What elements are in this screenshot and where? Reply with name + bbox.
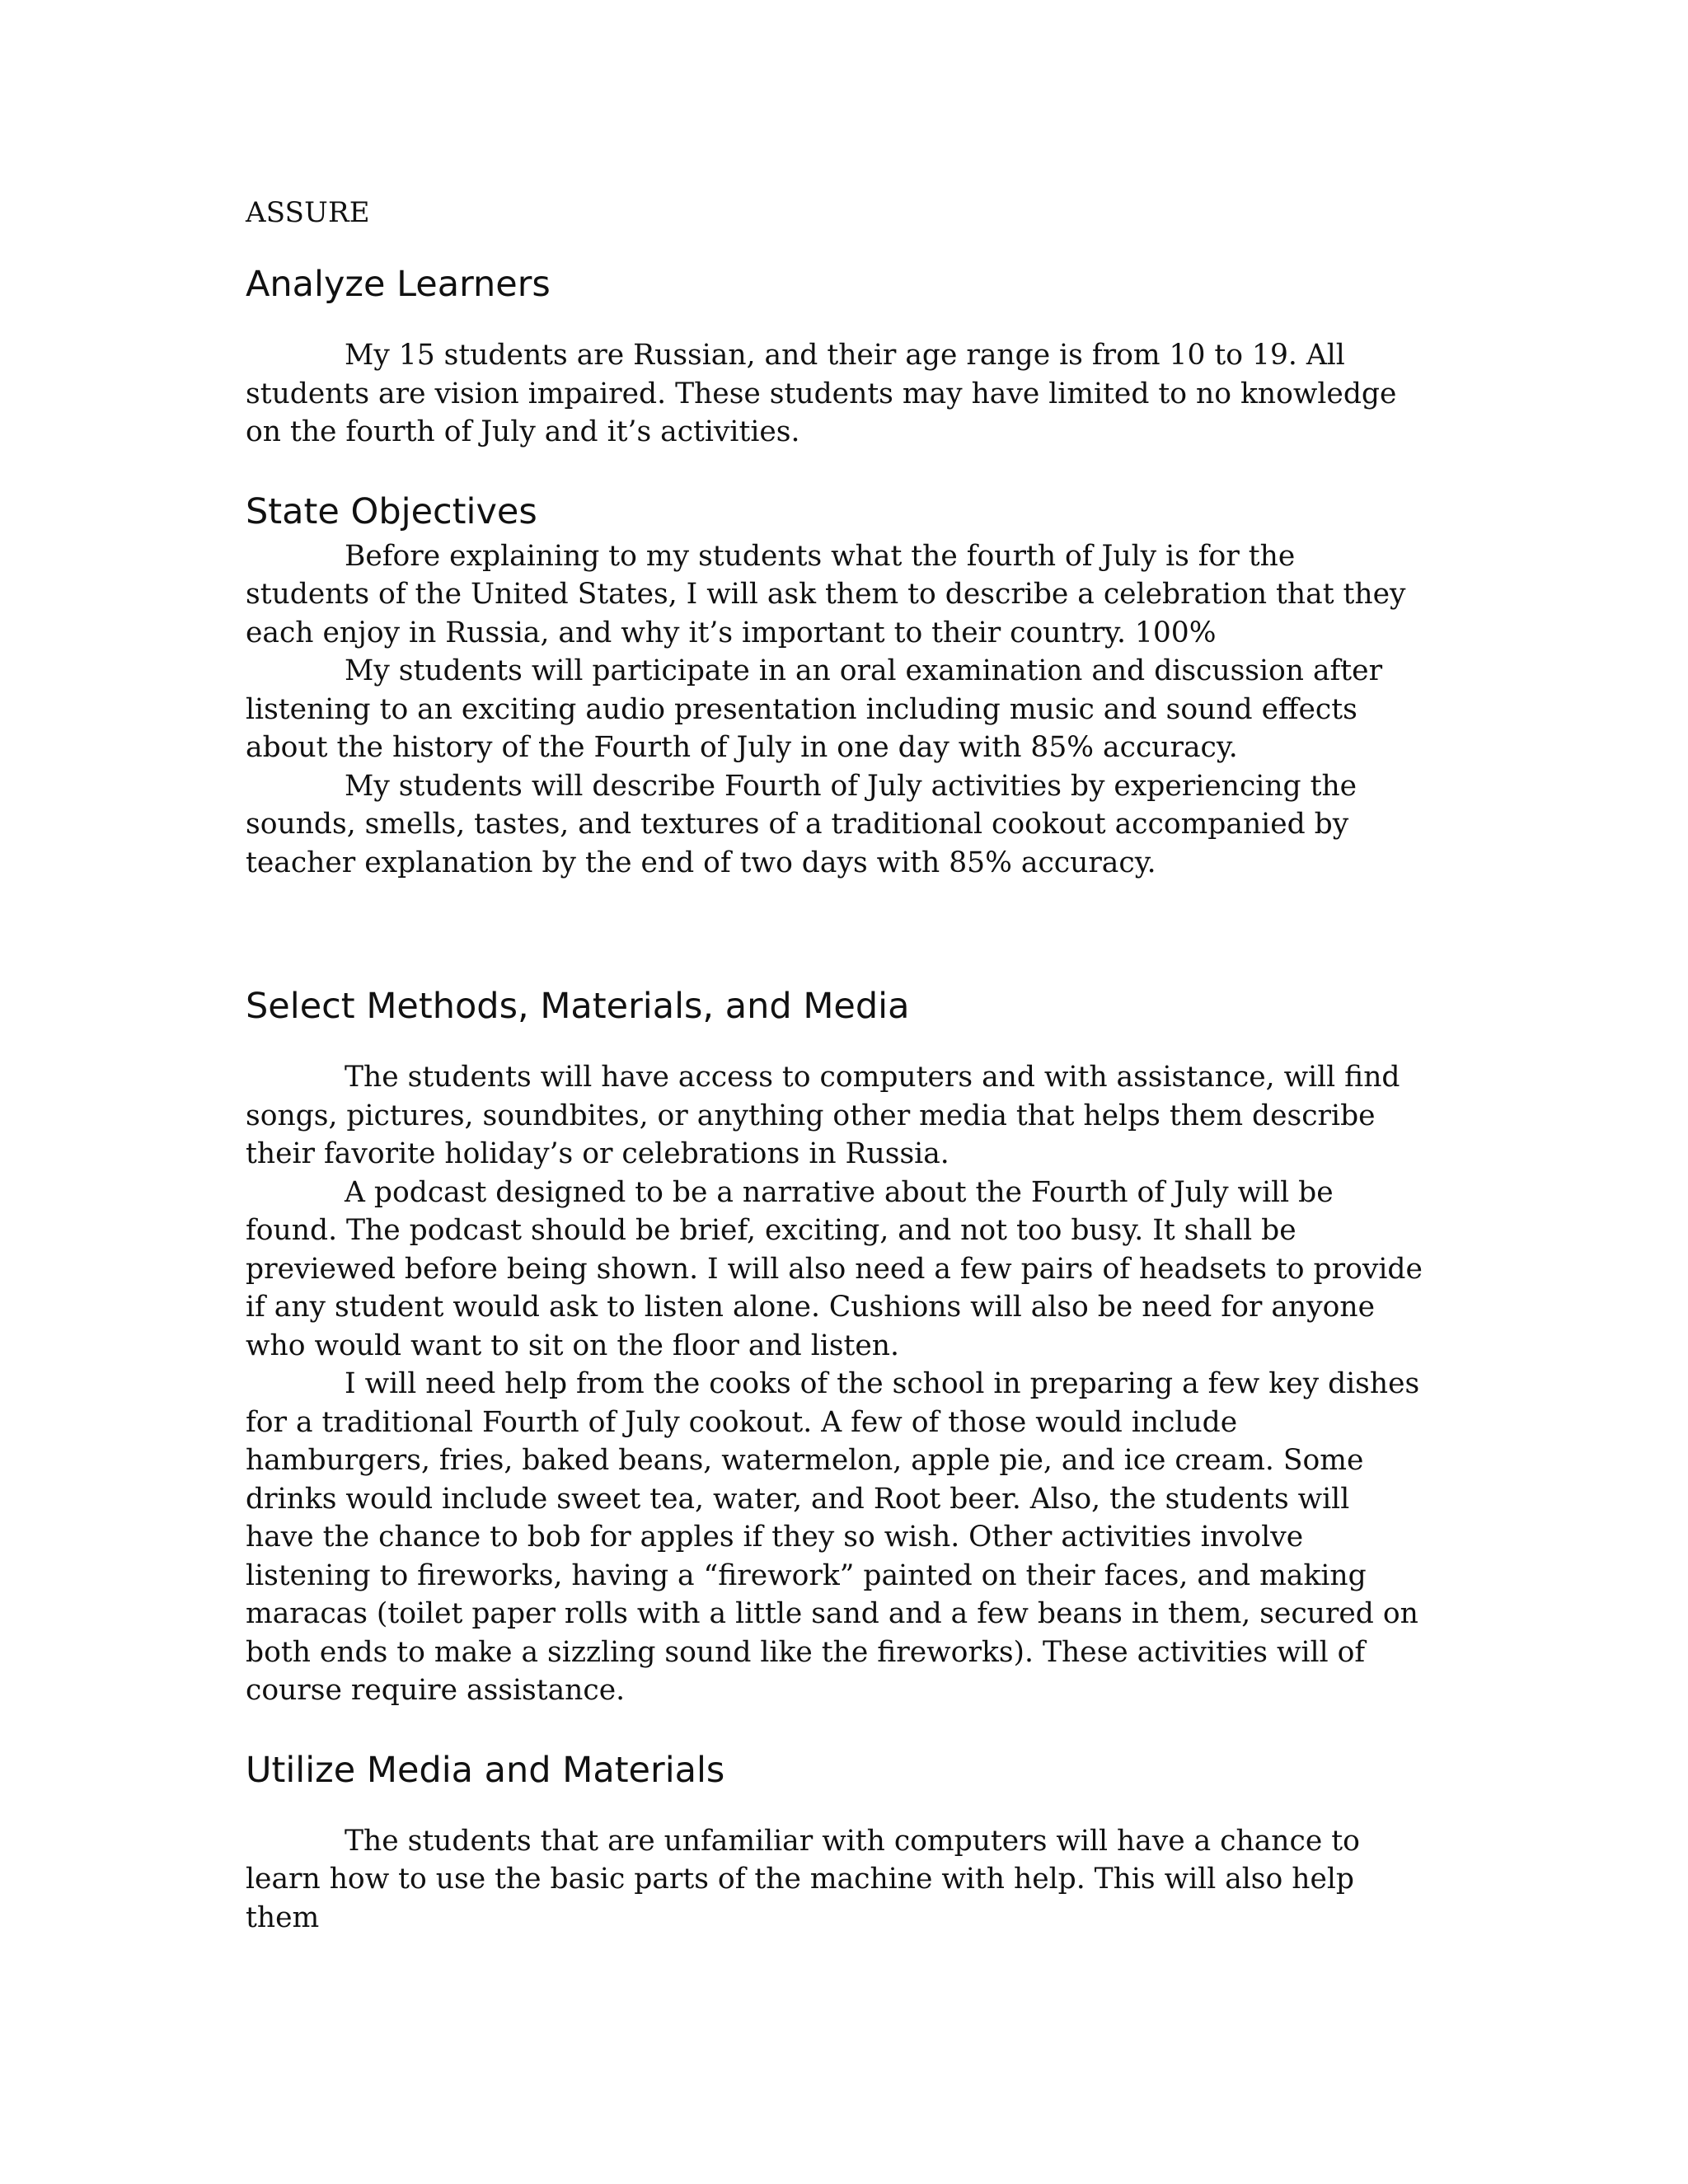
section-heading: State Objectives [246,490,537,532]
section-heading: Select Methods, Materials, and Media [246,986,910,1027]
paragraph: A podcast designed to be a narrative about the Fourth of July will be found. The podcast should be brief, exciting, and not too busy. It shall be previewed before being shown. I will also need a few pairs of headsets to provide if any student would ask to listen alone. Cushions will also be need for anyone who would want to sit on the floor and listen. [246,1175,1423,1362]
paragraph: I will need help from the cooks of the school in preparing a few key dishes for a traditional Fourth of July cookout. A few of those would include hamburgers, fries, baked beans, watermelon, apple pie, and ice cream. Some drinks would include sweet tea, water, and Root beer. Also, the students will have the chance to bob for apples if they so wish. Other activities involve listening to fireworks, having a “firework” painted on their faces, and making maracas (toilet paper rolls with a little sand and a few beans in them, secured on both ends to make a sizzling sound like the fireworks). These activities will of course require assistance. [246,1367,1420,1707]
section-state-objectives [246,486,1424,883]
section-heading: Utilize Media and Materials [246,1749,725,1791]
section-analyze-learners [246,259,1424,452]
document-label: ASSURE [246,196,370,229]
paragraph: My 15 students are Russian, and their age range is from 10 to 19. All students are vision impaired. These students may have limited to no knowledge on the fourth of July and it’s activities. [246,339,1397,448]
section-heading: Analyze Learners [246,264,551,305]
paragraph: My students will participate in an oral examination and discussion after listening to an exciting audio presentation including music and sound effects about the history of the Fourth of July in one day with 85% accuracy. [246,654,1383,764]
paragraph: The students will have access to computers and with assistance, will find songs, pictures, soundbites, or anything other media that helps them describe their favorite holiday’s or celebrations in Russia. [246,1061,1400,1170]
paragraph: My students will describe Fourth of July activities by experiencing the sounds, smells, tastes, and textures of a traditional cookout accompanied by teacher explanation by the end of two days with 85% accuracy. [246,769,1357,879]
section-select-methods [246,981,1424,1710]
section-utilize-media [246,1745,1424,1938]
paragraph: Before explaining to my students what the fourth of July is for the students of the United States, I will ask them to describe a celebration that they each enjoy in Russia, and why it’s important to their country. 100% [246,539,1406,649]
document-body [246,188,1424,1937]
paragraph: The students that are unfamiliar with computers will have a chance to learn how to use the basic parts of the machine with help. This will also help them [246,1824,1360,1934]
